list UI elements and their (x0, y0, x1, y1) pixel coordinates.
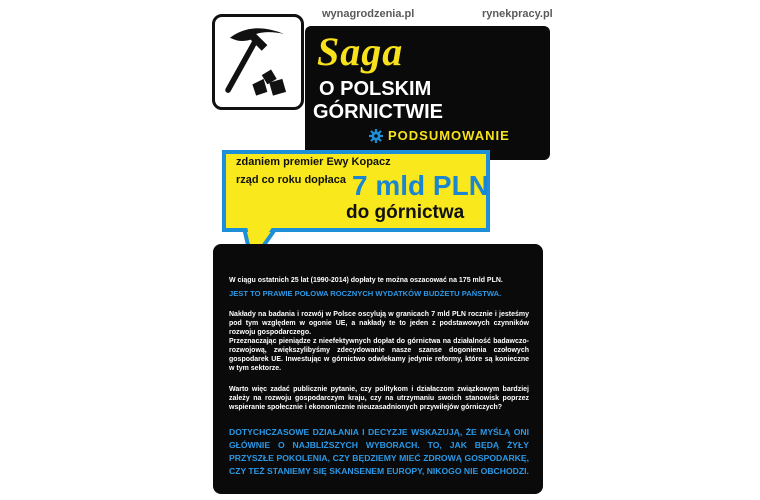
subtitle-text: PODSUMOWANIE (388, 128, 510, 143)
bubble-amount: 7 mld PLN (352, 170, 489, 201)
title-saga: Saga (317, 29, 404, 74)
body-highlight-2: DOTYCHCZASOWE DZIAŁANIA I DECYZJE WSKAZUJĄ, ŻE MYŚLĄ ONI GŁÓWNIE O NAJBLIŻSZYCH WYBORACH. TO, JAK BĘDĄ ŻYŁY PRZYSZŁE POKOLENIA, CZY BĘDZIEMY MIEĆ ZDROWĄ GOSPODARKĘ, CZY TEŻ STANIEMY SIĘ SKANSENEM EUROPY, NIKOGO NIE OBCHODZI. (229, 427, 529, 476)
bubble-target: do górnictwa (346, 202, 465, 223)
title-panel (305, 26, 550, 160)
body-paragraph-4: Warto więc zadać publicznie pytanie, czy politykom i działaczom związkowym bardziej zależy na rozwoju gospodarczym kraju, czy na utrzymaniu swoich stanowisk poprzez wspieranie społecznie i ekonomicznie nieuzasadnionych przywilejów górniczych? (229, 386, 529, 411)
subtitle (369, 128, 510, 143)
bubble-line-2: rząd co roku dopłaca (236, 174, 347, 186)
body-paragraph-2: Nakłady na badania i rozwój w Polsce oscylują w granicach 7 mld PLN rocznie i jesteśmy pod tym względem w ogonie UE, a nakłady te to jeden z podstawowych czynników rozwoju gospodarczego. (229, 311, 529, 336)
body-paragraph-3: Przeznaczając pieniądze z nieefektywnych dopłat do górnictwa na działalność badawczo-rozwojową, zwiększylibyśmy zdecydowanie nasze szanse dogonienia czołowych gospodarek UE. Inwestując w górnictwo odwlekamy jedynie reformy, które są konieczne w tym sektorze. (229, 338, 529, 372)
body-paragraph-1: W ciągu ostatnich 25 lat (1990-2014) dopłaty te można oszacować na 175 mld PLN. (229, 277, 503, 284)
body-panel (213, 244, 543, 494)
body-highlight-1: JEST TO PRAWIE POŁOWA ROCZNYCH WYDATKÓW BUDŻETU PAŃSTWA. (229, 289, 502, 298)
title-line-2: GÓRNICTWIE (313, 101, 443, 123)
pickaxe-coal-icon (215, 17, 301, 107)
title-line-1: O POLSKIM (319, 78, 432, 100)
source-label-left: wynagrodzenia.pl (322, 8, 415, 20)
source-label-right: rynekpracy.pl (482, 8, 553, 20)
gear-icon (369, 129, 383, 143)
logo-box (212, 14, 304, 110)
bubble-line-1: zdaniem premier Ewy Kopacz (236, 156, 391, 168)
